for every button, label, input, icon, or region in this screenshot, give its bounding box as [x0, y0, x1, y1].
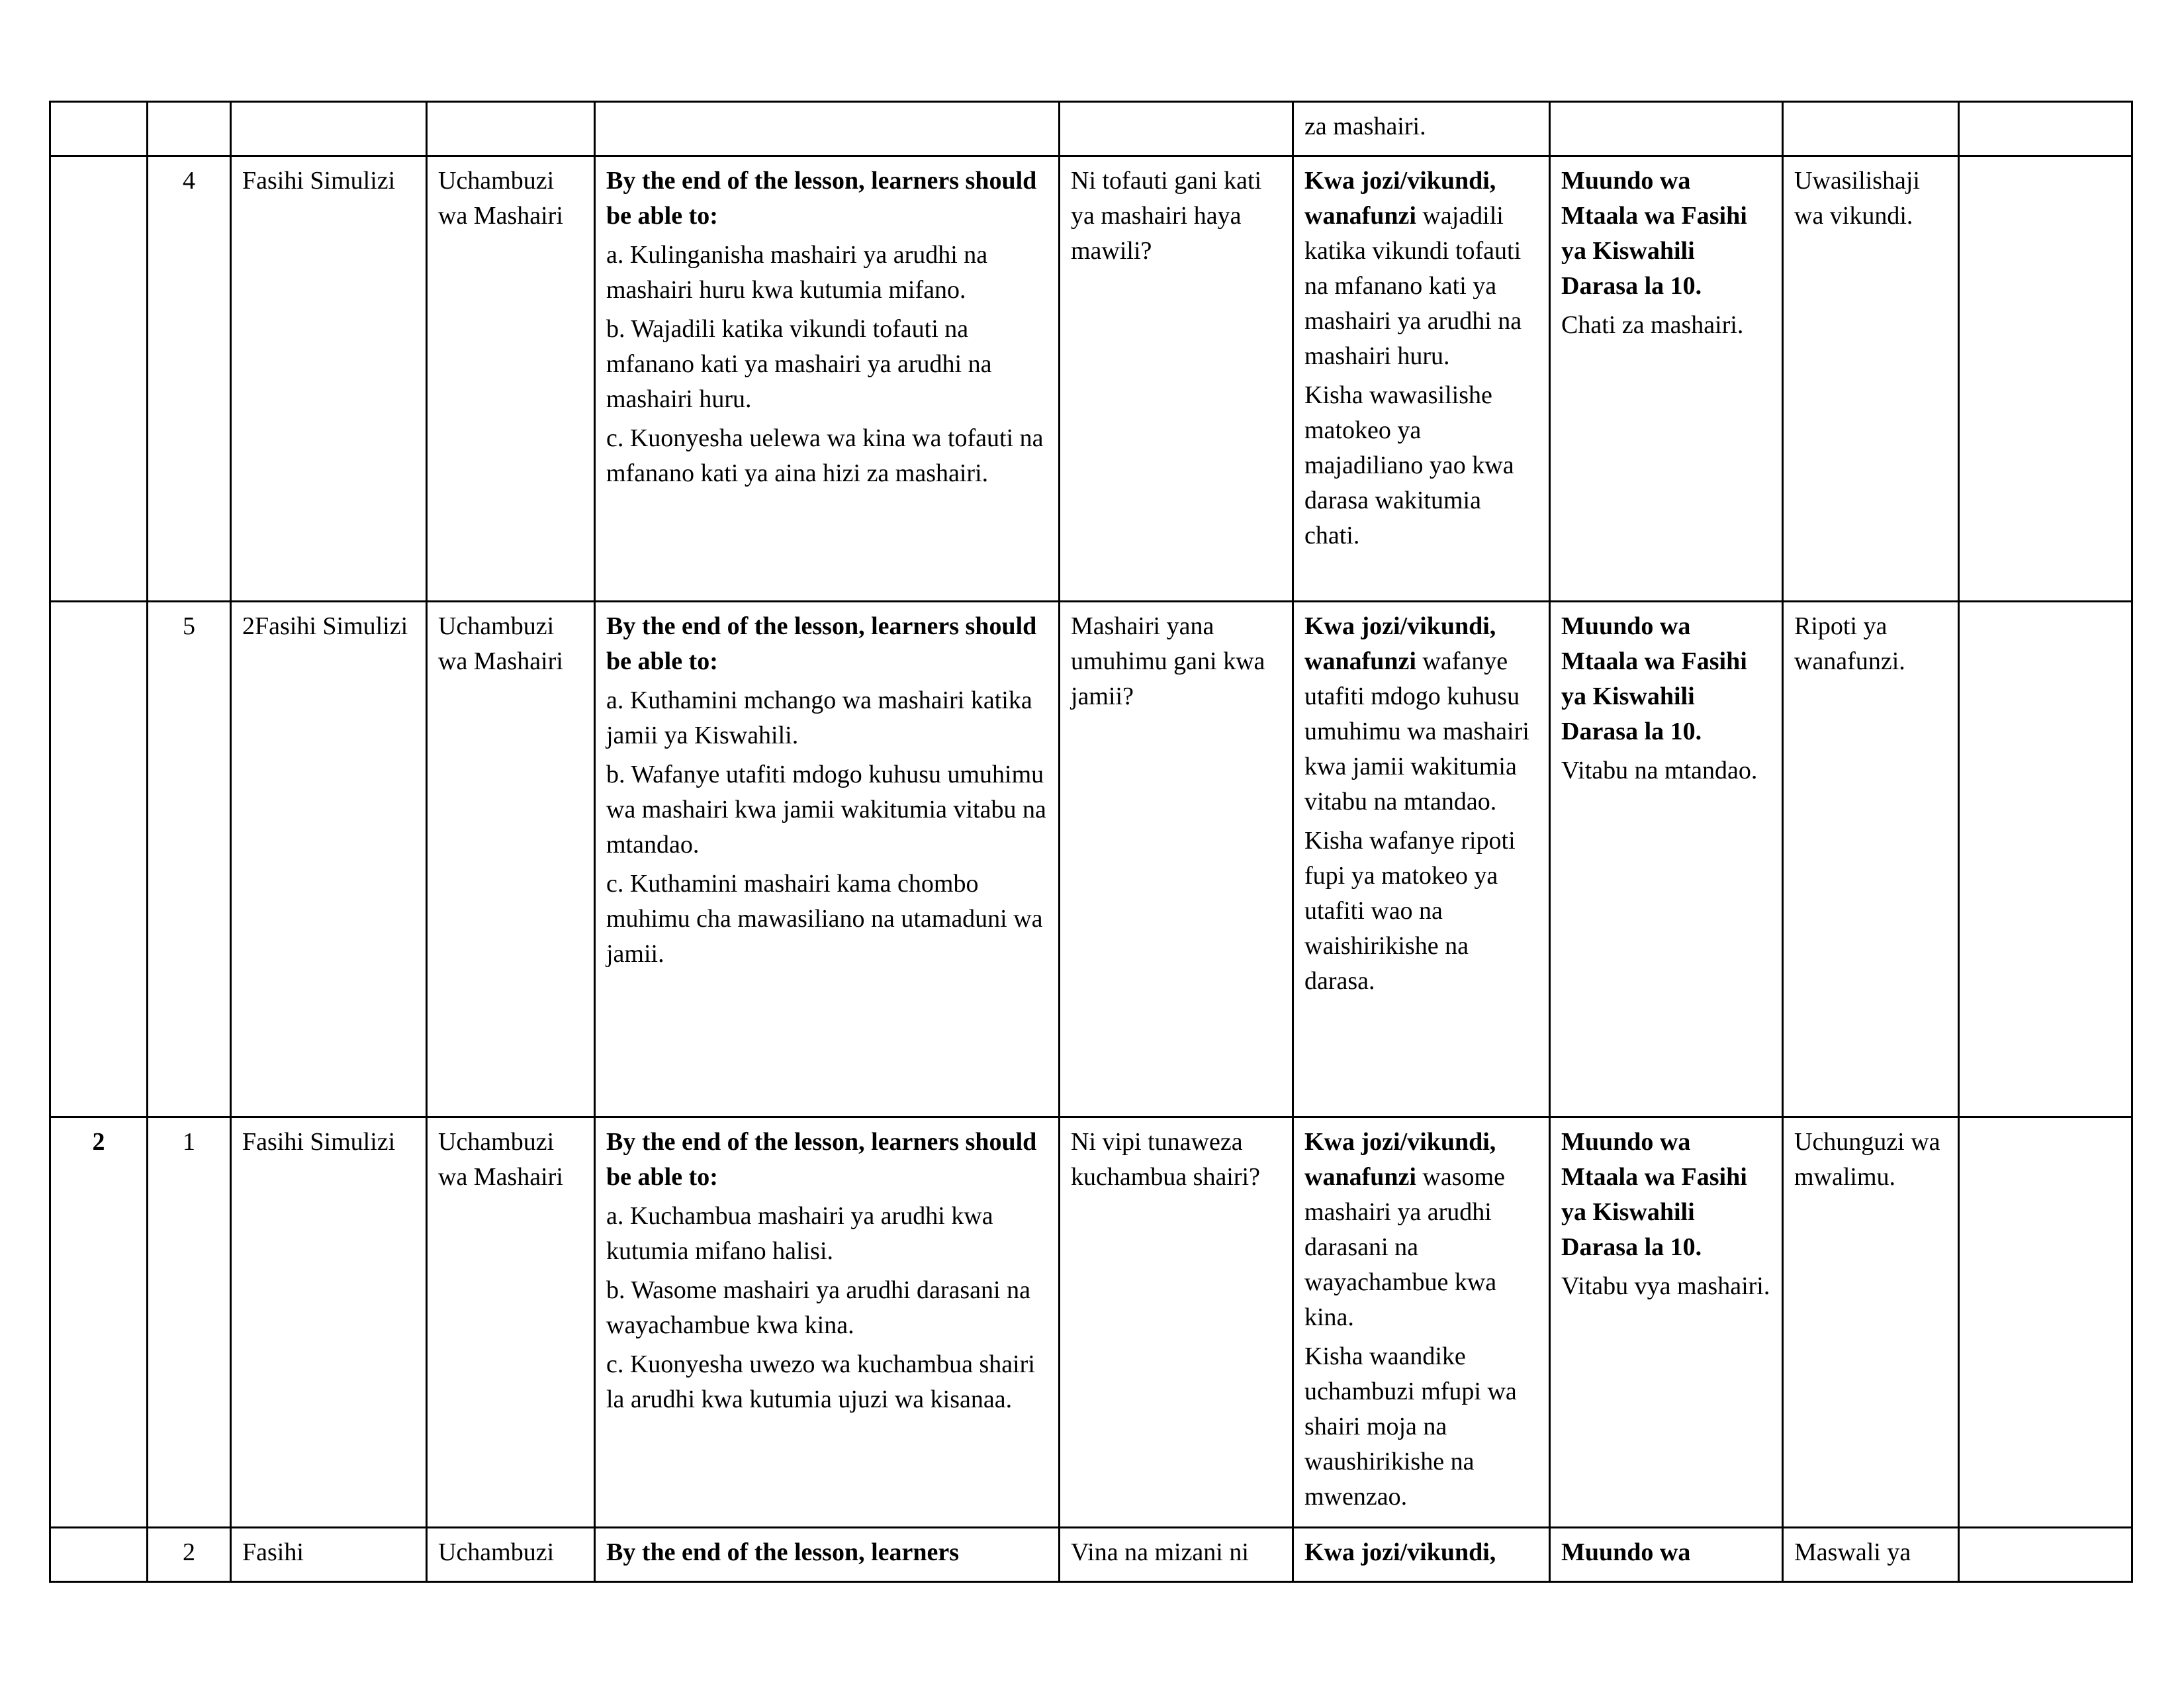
learning-experiences-cell [1293, 1528, 1550, 1582]
learning-resources-cell [1550, 1117, 1783, 1528]
week-cell [50, 1528, 148, 1582]
assessment-text: Uchunguzi wa mwalimu. [1794, 1128, 1940, 1191]
experiences-lead: Kwa jozi/vikundi, wanafunzi [1304, 167, 1496, 230]
assessment-text: Ripoti ya wanafunzi. [1794, 612, 1905, 675]
lesson-cell [148, 102, 231, 156]
outcome-item: a. Kulinganisha mashairi ya arudhi na mashairi huru kwa kutumia mifano. [606, 241, 988, 304]
inquiry-question-text: Vina na mizani ni [1071, 1538, 1249, 1566]
learning-experiences-cell [1293, 102, 1550, 156]
table-row [50, 102, 2132, 156]
learning-experiences-cell [1293, 602, 1550, 1117]
outcomes-heading: By the end of the lesson, learners should be able to: [606, 167, 1037, 230]
outcome-item: a. Kuchambua mashairi ya arudhi kwa kutumia mifano halisi. [606, 1202, 993, 1265]
week-cell [50, 156, 148, 602]
scheme-of-work-table [49, 101, 2133, 1583]
lesson-number: 5 [183, 612, 195, 640]
sub-strand-text: Uchambuzi wa Mashairi [438, 167, 563, 230]
outcomes-heading: By the end of the lesson, learners [606, 1538, 960, 1566]
reflection-cell [1959, 156, 2132, 602]
week-cell [50, 1117, 148, 1528]
lesson-cell [148, 1117, 231, 1528]
learning-resources-cell [1550, 156, 1783, 602]
assessment-cell [1783, 1528, 1959, 1582]
learning-outcomes-cell [595, 1528, 1060, 1582]
learning-resources-cell [1550, 602, 1783, 1117]
learning-outcomes-cell [595, 156, 1060, 602]
week-cell [50, 102, 148, 156]
learning-outcomes-cell [595, 102, 1060, 156]
table-row [50, 1117, 2132, 1528]
week-number: 2 [92, 1128, 105, 1156]
lesson-number: 4 [183, 167, 195, 195]
learning-experiences-cell [1293, 156, 1550, 602]
table-row [50, 1528, 2132, 1582]
resources-materials: Vitabu vya mashairi. [1561, 1272, 1770, 1300]
assessment-cell [1783, 602, 1959, 1117]
resources-curriculum: Muundo wa Mtaala wa Fasihi ya Kiswahili Darasa la 10. [1561, 1128, 1747, 1261]
assessment-text: Maswali ya [1794, 1538, 1911, 1566]
inquiry-question-cell [1060, 102, 1293, 156]
lesson-cell [148, 1528, 231, 1582]
lesson-cell [148, 602, 231, 1117]
week-cell [50, 602, 148, 1117]
experiences-followup: Kisha wawasilishe matokeo ya majadiliano yao kwa darasa wakitumia chati. [1304, 381, 1514, 549]
experiences-text: wajadili katika vikundi tofauti na mfanano kati ya mashairi ya arudhi na mashairi huru. [1304, 202, 1522, 370]
outcome-item: c. Kuonyesha uelewa wa kina wa tofauti na mfanano kati ya aina hizi za mashairi. [606, 424, 1044, 487]
strand-cell [231, 1117, 427, 1528]
resources-curriculum: Muundo wa [1561, 1538, 1691, 1566]
learning-resources-cell [1550, 1528, 1783, 1582]
strand-cell [231, 602, 427, 1117]
reflection-cell [1959, 602, 2132, 1117]
inquiry-question-cell [1060, 602, 1293, 1117]
experiences-paragraph [1304, 609, 1538, 820]
outcome-item: b. Wajadili katika vikundi tofauti na mfanano kati ya mashairi ya arudhi na mashairi huru. [606, 315, 992, 413]
assessment-cell [1783, 1117, 1959, 1528]
lesson-number: 2 [183, 1538, 195, 1566]
experiences-followup: Kisha wafanye ripoti fupi ya matokeo ya utafiti wao na waishirikishe na darasa. [1304, 827, 1516, 995]
outcome-item: a. Kuthamini mchango wa mashairi katika jamii ya Kiswahili. [606, 686, 1032, 749]
strand-text: Fasihi Simulizi [242, 1128, 396, 1156]
learning-experiences-cell [1293, 1117, 1550, 1528]
assessment-text: Uwasilishaji wa vikundi. [1794, 167, 1920, 230]
experiences-followup: Kisha waandike uchambuzi mfupi wa shairi moja na waushirikishe na mwenzao. [1304, 1342, 1517, 1511]
sub-strand-cell [427, 102, 595, 156]
strand-text: Fasihi [242, 1538, 304, 1566]
sub-strand-text: Uchambuzi [438, 1538, 555, 1566]
inquiry-question-cell [1060, 1117, 1293, 1528]
sub-strand-cell [427, 1528, 595, 1582]
inquiry-question-cell [1060, 1528, 1293, 1582]
reflection-cell [1959, 1528, 2132, 1582]
outcome-item: c. Kuonyesha uwezo wa kuchambua shairi la arudhi kwa kutumia ujuzi wa kisanaa. [606, 1350, 1035, 1413]
strand-cell [231, 156, 427, 602]
strand-text: 2Fasihi Simulizi [242, 612, 408, 640]
experiences-paragraph [1304, 1125, 1538, 1335]
experiences-lead: Kwa jozi/vikundi, [1304, 1538, 1496, 1566]
assessment-cell [1783, 156, 1959, 602]
experiences-paragraph [1304, 1535, 1538, 1570]
experiences-text: za mashairi. [1304, 113, 1426, 140]
resources-curriculum: Muundo wa Mtaala wa Fasihi ya Kiswahili Darasa la 10. [1561, 612, 1747, 745]
table-row [50, 156, 2132, 602]
strand-text: Fasihi Simulizi [242, 167, 396, 195]
sub-strand-cell [427, 156, 595, 602]
experiences-text: wasome mashairi ya arudhi darasani na wayachambue kwa kina. [1304, 1163, 1505, 1331]
inquiry-question-text: Ni tofauti gani kati ya mashairi haya mawili? [1071, 167, 1262, 265]
lesson-number: 1 [183, 1128, 195, 1156]
sub-strand-text: Uchambuzi wa Mashairi [438, 1128, 563, 1191]
experiences-lead: Kwa jozi/vikundi, wanafunzi [1304, 612, 1496, 675]
learning-resources-cell [1550, 102, 1783, 156]
learning-outcomes-cell [595, 602, 1060, 1117]
strand-cell [231, 1528, 427, 1582]
outcome-item: b. Wasome mashairi ya arudhi darasani na wayachambue kwa kina. [606, 1276, 1030, 1339]
inquiry-question-cell [1060, 156, 1293, 602]
experiences-paragraph [1304, 164, 1538, 374]
sub-strand-cell [427, 1117, 595, 1528]
table-body [50, 102, 2132, 1582]
experiences-paragraph [1304, 109, 1538, 144]
strand-cell [231, 102, 427, 156]
outcomes-heading: By the end of the lesson, learners should be able to: [606, 1128, 1037, 1191]
reflection-cell [1959, 1117, 2132, 1528]
resources-materials: Chati za mashairi. [1561, 311, 1744, 339]
resources-materials: Vitabu na mtandao. [1561, 757, 1758, 784]
inquiry-question-text: Mashairi yana umuhimu gani kwa jamii? [1071, 612, 1265, 710]
outcome-item: c. Kuthamini mashairi kama chombo muhimu cha mawasiliano na utamaduni wa jamii. [606, 870, 1043, 968]
sub-strand-cell [427, 602, 595, 1117]
reflection-cell [1959, 102, 2132, 156]
outcome-item: b. Wafanye utafiti mdogo kuhusu umuhimu wa mashairi kwa jamii wakitumia vitabu na mtandao. [606, 761, 1046, 859]
resources-curriculum: Muundo wa Mtaala wa Fasihi ya Kiswahili Darasa la 10. [1561, 167, 1747, 300]
experiences-lead: Kwa jozi/vikundi, wanafunzi [1304, 1128, 1496, 1191]
table-row [50, 602, 2132, 1117]
sub-strand-text: Uchambuzi wa Mashairi [438, 612, 563, 675]
outcomes-heading: By the end of the lesson, learners should be able to: [606, 612, 1037, 675]
experiences-text: wafanye utafiti mdogo kuhusu umuhimu wa mashairi kwa jamii wakitumia vitabu na mtandao. [1304, 647, 1529, 816]
assessment-cell [1783, 102, 1959, 156]
inquiry-question-text: Ni vipi tunaweza kuchambua shairi? [1071, 1128, 1260, 1191]
lesson-cell [148, 156, 231, 602]
learning-outcomes-cell [595, 1117, 1060, 1528]
